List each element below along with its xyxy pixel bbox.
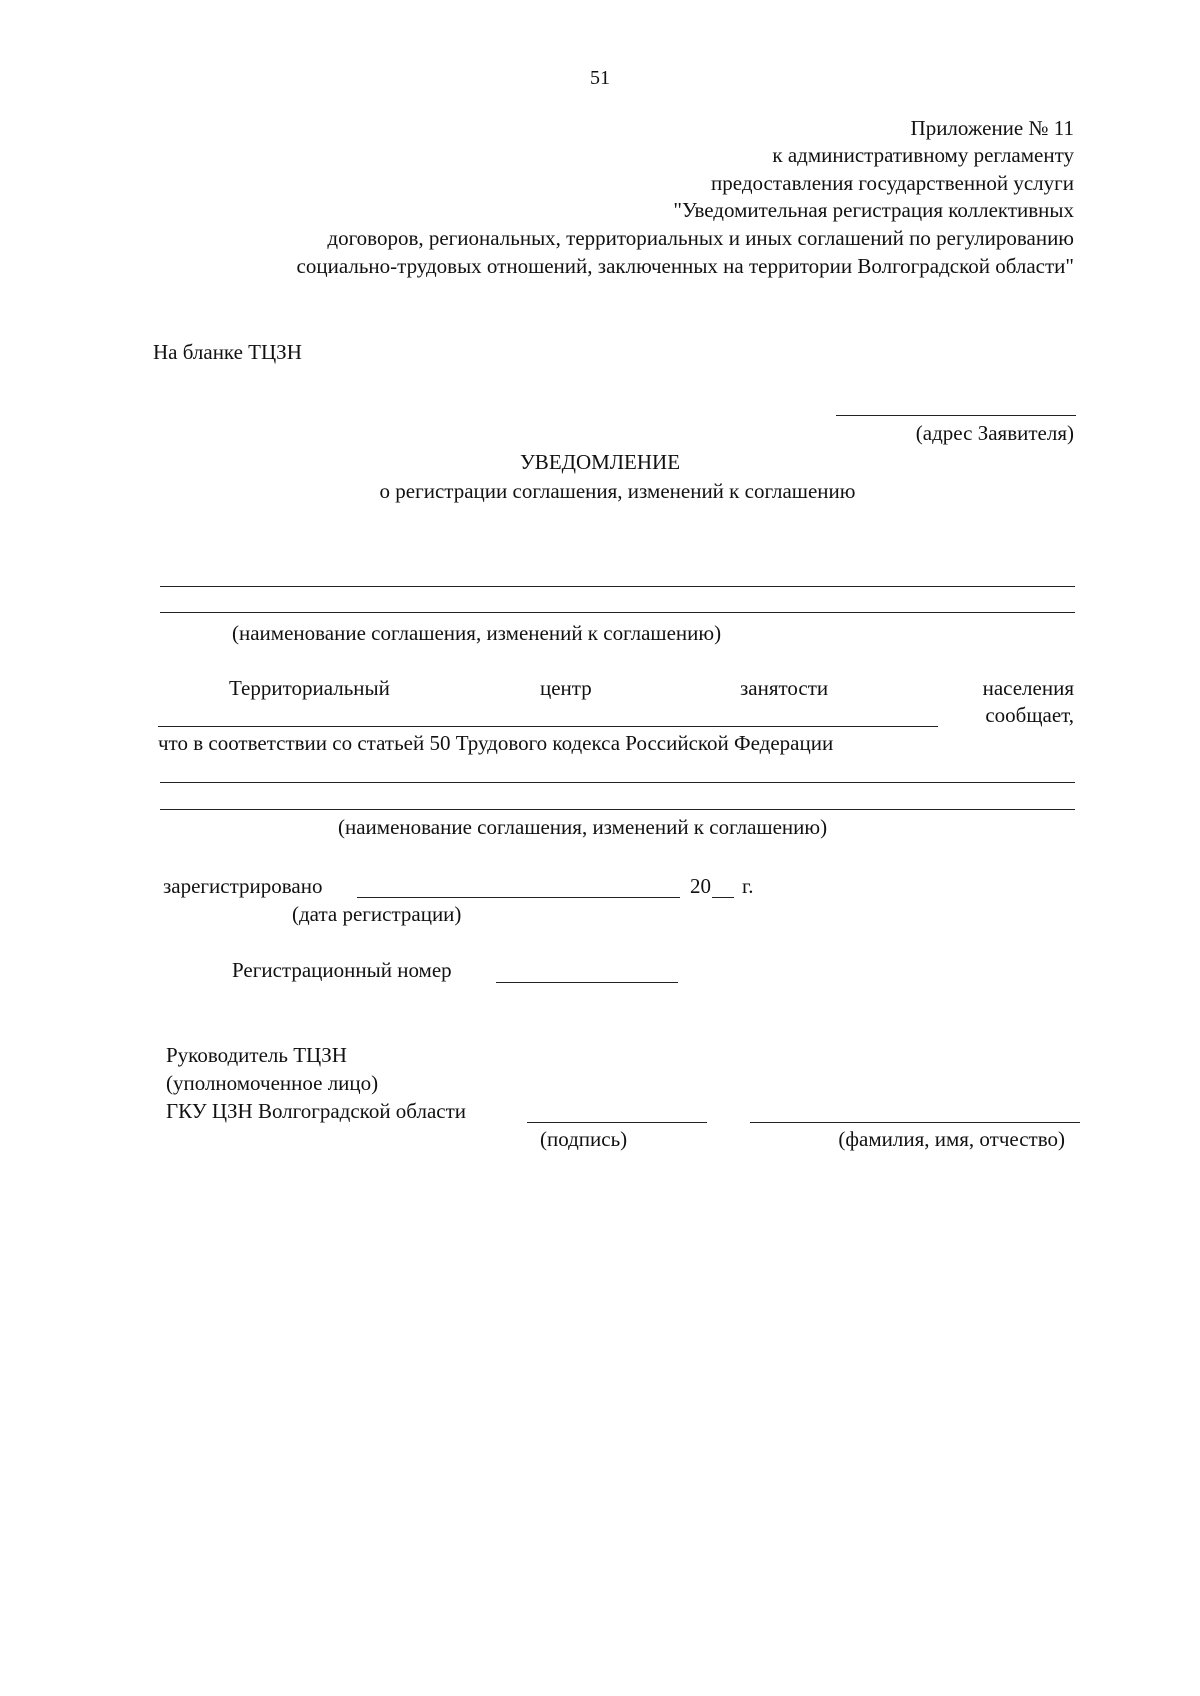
- registration-date-line: [357, 897, 680, 898]
- appendix-title: Приложение № 11: [910, 116, 1074, 140]
- signature-caption: (подпись): [540, 1127, 628, 1151]
- employment-center-name-line: [158, 726, 938, 727]
- letterhead-note: На бланке ТЦЗН: [153, 340, 302, 364]
- recipient-address-caption: (адрес Заявителя): [915, 421, 1074, 445]
- registration-label: зарегистрировано: [163, 874, 323, 898]
- signature-line: [527, 1122, 707, 1123]
- notice-title: УВЕДОМЛЕНИЕ: [519, 450, 681, 474]
- body-word: населения: [982, 676, 1074, 700]
- appendix-line: "Уведомительная регистрация коллективных: [673, 198, 1074, 222]
- appendix-line: социально-трудовых отношений, заключенных на территории Волгоградской области": [296, 254, 1074, 278]
- head-title: Руководитель ТЦЗН: [166, 1043, 347, 1067]
- registration-date-caption: (дата регистрации): [292, 902, 462, 926]
- agreement-name-line: [160, 782, 1075, 783]
- recipient-address-line: [836, 415, 1076, 416]
- full-name-caption: (фамилия, имя, отчество): [838, 1127, 1065, 1151]
- body-word: центр: [540, 676, 592, 700]
- registration-year-line: [712, 897, 734, 898]
- page-number: 51: [590, 67, 610, 89]
- registration-year-prefix: 20: [690, 874, 711, 898]
- appendix-line: к административному регламенту: [772, 143, 1074, 167]
- agreement-name-caption: (наименование соглашения, изменений к соглашению): [338, 815, 828, 839]
- body-law-clause: что в соответствии со статьей 50 Трудового кодекса Российской Федерации: [158, 731, 834, 755]
- appendix-line: предоставления государственной услуги: [711, 171, 1074, 195]
- agreement-name-line: [160, 809, 1075, 810]
- head-organization: ГКУ ЦЗН Волгоградской области: [166, 1099, 467, 1123]
- agreement-name-line: [160, 586, 1075, 587]
- full-name-line: [750, 1122, 1080, 1123]
- body-reports: сообщает,: [985, 703, 1074, 727]
- registration-year-suffix: г.: [742, 874, 754, 898]
- agreement-name-line: [160, 612, 1075, 613]
- agreement-name-caption: (наименование соглашения, изменений к соглашению): [232, 621, 722, 645]
- appendix-line: договоров, региональных, территориальных и иных соглашений по регулированию: [327, 226, 1074, 250]
- body-word: Территориальный: [229, 676, 390, 700]
- head-authorized-person: (уполномоченное лицо): [166, 1071, 379, 1095]
- registration-number-line: [496, 982, 678, 983]
- body-word: занятости: [740, 676, 829, 700]
- notice-subtitle: о регистрации соглашения, изменений к соглашению: [379, 479, 856, 503]
- registration-number-label: Регистрационный номер: [232, 958, 452, 982]
